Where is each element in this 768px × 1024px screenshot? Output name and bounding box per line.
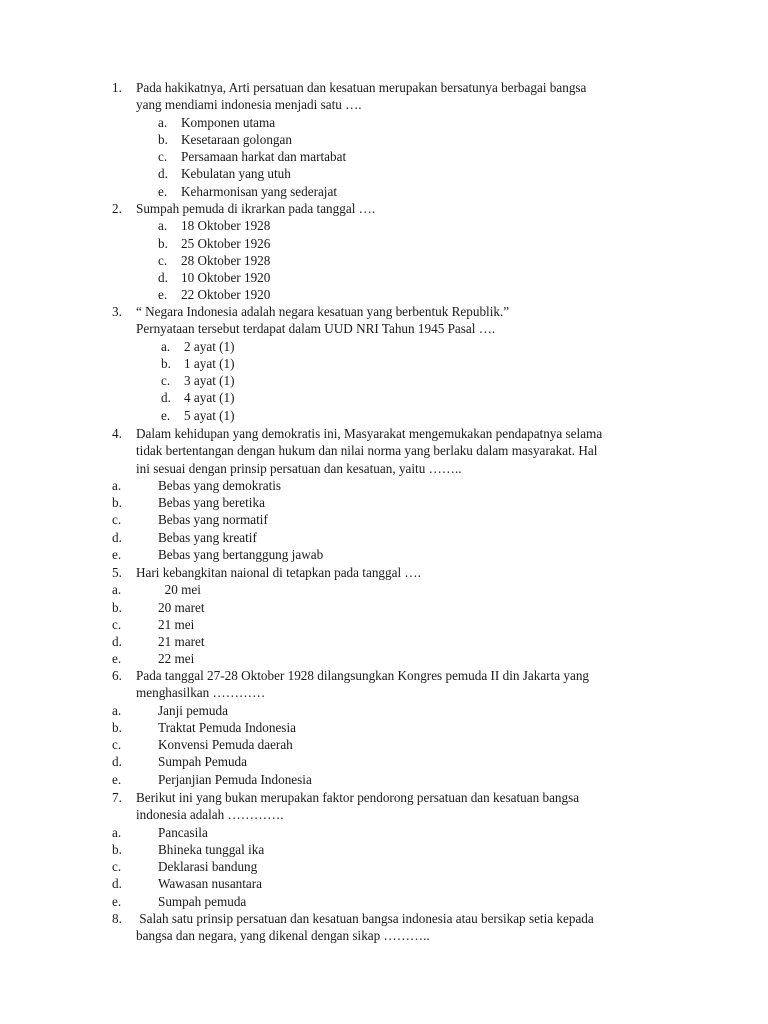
option-item [112,477,672,494]
option-item [112,148,672,165]
option-item [112,372,672,389]
question-text: yang mendiami indonesia menjadi satu …. [136,97,362,113]
option-letter: c. [112,616,122,632]
question-text: menghasilkan ………… [136,685,266,701]
option-text: Janji pemuda [158,702,228,718]
question-line [112,425,672,442]
question-text: ini sesuai dengan prinsip persatuan dan kesatuan, yaitu …….. [136,460,462,476]
question-number: 3. [112,304,122,319]
option-item [112,841,672,858]
option-text: Komponen utama [181,114,276,130]
option-text: 3 ayat (1) [184,373,235,389]
option-item [112,217,672,234]
option-letter: b. [112,599,122,615]
option-item [112,616,672,633]
option-text: 21 maret [158,634,205,650]
option-letter: e. [112,771,122,787]
question-text: Dalam kehidupan yang demokratis ini, Masyarakat mengemukakan pendapatnya selama [136,426,603,441]
question-line [112,320,672,337]
option-item [112,511,672,528]
option-item [112,858,672,875]
option-item [112,252,672,269]
option-text: 20 mei [158,582,201,598]
option-text: Bhineka tunggal ika [158,841,265,857]
option-letter: e. [112,547,122,563]
question-3 [112,303,672,424]
option-text: Bebas yang bertanggung jawab [158,547,324,563]
option-letter: a. [112,702,122,718]
question-text: bangsa dan negara, yang dikenal dengan sikap ……….. [136,928,430,944]
question-text: Salah satu prinsip persatuan dan kesatuan bangsa indonesia atau bersikap setia kepada [136,911,594,926]
option-letter: a. [158,114,168,130]
option-text: Kebulatan yang utuh [181,166,291,182]
question-7 [112,789,672,910]
option-text: 1 ayat (1) [184,355,235,371]
option-letter: c. [158,252,168,268]
option-letter: b. [158,131,168,147]
option-item [112,702,672,719]
question-line [112,789,672,806]
option-item [112,753,672,770]
option-item [112,650,672,667]
option-text: 25 Oktober 1926 [181,235,271,251]
option-text: 18 Oktober 1928 [181,218,271,234]
option-text: Bebas yang beretika [158,495,265,511]
option-item [112,338,672,355]
question-text: Pada tanggal 27-28 Oktober 1928 dilangsungkan Kongres pemuda II din Jakarta yang [136,668,590,683]
option-letter: c. [112,859,122,875]
question-text: Pernyataan tersebut terdapat dalam UUD NRI Tahun 1945 Pasal …. [136,321,496,337]
option-item [112,114,672,131]
option-text: 28 Oktober 1928 [181,252,271,268]
option-letter: d. [161,390,171,406]
option-text: 5 ayat (1) [184,407,235,423]
option-text: Sumpah Pemuda [158,754,248,770]
question-number: 8. [112,911,122,926]
option-letter: e. [161,407,171,423]
option-letter: e. [158,183,168,199]
option-text: 22 Oktober 1920 [181,287,271,303]
option-item [112,183,672,200]
option-letter: d. [112,876,122,892]
option-letter: a. [112,582,122,598]
option-text: 21 mei [158,616,195,632]
question-number: 5. [112,565,122,580]
question-text: “ Negara Indonesia adalah negara kesatuan yang berbentuk Republik.” [136,304,510,319]
option-item [112,581,672,598]
option-item [112,389,672,406]
question-line [112,564,672,581]
question-line [112,806,672,823]
option-item [112,599,672,616]
option-text: 20 maret [158,599,205,615]
question-line [112,79,672,96]
option-letter: a. [112,824,122,840]
option-item [112,494,672,511]
option-letter: d. [158,166,168,182]
option-text: Bebas yang kreatif [158,529,257,545]
option-letter: e. [112,893,122,909]
question-number: 4. [112,426,122,441]
question-text: tidak bertentangan dengan hukum dan nilai norma yang berlaku dalam masyarakat. Hal [136,443,598,459]
question-5 [112,564,672,668]
option-text: 2 ayat (1) [184,338,235,354]
option-item [112,719,672,736]
option-text: Sumpah pemuda [158,893,247,909]
option-item [112,165,672,182]
question-text: Sumpah pemuda di ikrarkan pada tanggal …. [136,201,376,216]
option-text: Pancasila [158,824,208,840]
question-4 [112,425,672,563]
question-text: Berikut ini yang bukan merupakan faktor pendorong persatuan dan kesatuan bangsa [136,790,580,805]
option-item [112,269,672,286]
question-text: Hari kebangkitan naional di tetapkan pada tanggal …. [136,565,421,580]
option-item [112,736,672,753]
question-6 [112,667,672,788]
option-item [112,546,672,563]
option-letter: d. [112,754,122,770]
option-text: 4 ayat (1) [184,390,235,406]
option-text: Deklarasi bandung [158,859,258,875]
question-line [112,667,672,684]
option-text: 22 mei [158,651,195,667]
option-letter: c. [161,373,171,389]
option-letter: c. [112,737,122,753]
option-letter: c. [112,512,122,528]
option-letter: a. [161,338,171,354]
option-letter: b. [112,841,122,857]
question-number: 2. [112,201,122,216]
question-8 [112,910,672,945]
question-line [112,927,672,944]
option-text: Bebas yang demokratis [158,477,282,493]
question-number: 6. [112,668,122,683]
option-item [112,286,672,303]
option-text: 10 Oktober 1920 [181,270,271,286]
option-item [112,771,672,788]
option-letter: c. [158,149,168,165]
option-letter: b. [158,235,168,251]
option-letter: d. [158,270,168,286]
question-line [112,684,672,701]
question-number: 7. [112,790,122,805]
option-item [112,893,672,910]
option-item [112,407,672,424]
option-item [112,131,672,148]
option-letter: b. [161,355,171,371]
option-text: Traktat Pemuda Indonesia [158,719,296,735]
question-line [112,96,672,113]
option-text: Persamaan harkat dan martabat [181,149,347,165]
option-text: Konvensi Pemuda daerah [158,737,293,753]
option-text: Kesetaraan golongan [181,131,292,147]
option-letter: d. [112,529,122,545]
option-item [112,875,672,892]
option-letter: e. [112,651,122,667]
question-text: Pada hakikatnya, Arti persatuan dan kesatuan merupakan bersatunya berbagai bangsa [136,80,587,95]
option-letter: a. [112,477,122,493]
option-letter: a. [158,218,168,234]
question-text: indonesia adalah …………. [136,807,284,823]
question-line [112,460,672,477]
option-text: Perjanjian Pemuda Indonesia [158,771,312,787]
option-item [112,824,672,841]
question-line [112,442,672,459]
option-letter: b. [112,495,122,511]
option-letter: d. [112,634,122,650]
option-item [112,235,672,252]
option-text: Keharmonisan yang sederajat [181,183,337,199]
question-line [112,200,672,217]
option-item [112,529,672,546]
question-number: 1. [112,80,122,95]
question-line [112,910,672,927]
question-line [112,303,672,320]
option-item [112,633,672,650]
question-1 [112,79,672,200]
option-letter: b. [112,719,122,735]
option-text: Wawasan nusantara [158,876,263,892]
question-2 [112,200,672,304]
option-item [112,355,672,372]
option-letter: e. [158,287,168,303]
option-text: Bebas yang normatif [158,512,268,528]
